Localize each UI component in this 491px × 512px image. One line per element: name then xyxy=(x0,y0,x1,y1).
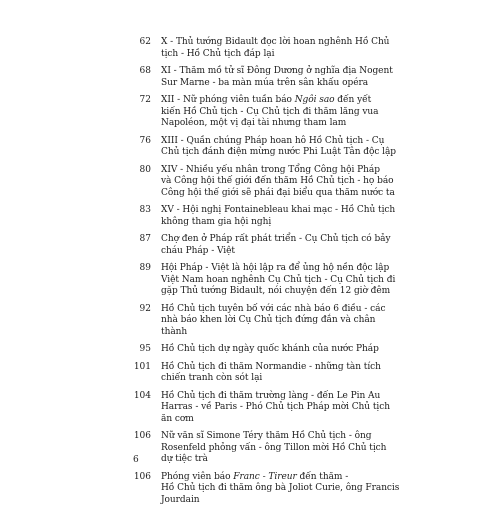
toc-entry-title xyxy=(161,362,395,385)
toc-entry-line xyxy=(161,304,395,316)
toc-entry-line xyxy=(161,217,395,229)
toc-entry-line xyxy=(161,66,395,78)
toc-entry-title xyxy=(161,95,395,130)
toc-entry xyxy=(127,234,395,257)
toc-entry xyxy=(127,344,395,356)
toc-entry-page: 68 xyxy=(139,66,151,76)
toc-text-segment: đến thăm - xyxy=(296,471,349,482)
toc-entry xyxy=(127,304,395,339)
toc-entry-line xyxy=(161,373,395,385)
toc-text-segment: X - Thủ tướng Bidault đọc lời hoan nghênh Hồ Chủ xyxy=(161,37,390,47)
toc-entry-title xyxy=(161,205,395,228)
toc-entry-page: 83 xyxy=(139,205,151,215)
toc-text-segment: Hồ Chủ tịch đi thăm trường làng - đến Le Pin Au xyxy=(161,390,381,401)
toc-entry-page: 80 xyxy=(139,164,151,175)
toc-entry-line xyxy=(161,107,395,119)
toc-entry-line xyxy=(161,136,396,148)
toc-text-segment: XI - Thăm mồ tử sĩ Đông Dương ở nghĩa địa Nogent xyxy=(161,66,393,76)
toc-entry xyxy=(127,205,395,228)
table-of-contents xyxy=(127,37,400,512)
toc-entry-line xyxy=(161,78,395,90)
toc-entry-title xyxy=(161,165,395,200)
toc-text-segment: Chủ tịch đánh điện mừng nước Phi Luật Tân độc lập xyxy=(161,147,397,157)
toc-entry-line xyxy=(161,205,395,217)
toc-entry-line xyxy=(161,147,396,159)
toc-text-segment: Hồ Chủ tịch đi thăm ông bà Joliot Curie, ông Francis xyxy=(161,483,400,493)
toc-text-segment: tịch - Hồ Chủ tịch đáp lại xyxy=(161,48,275,59)
toc-text-segment: Phóng viên báo xyxy=(161,471,234,482)
toc-text-segment: nhà báo khen lời Cụ Chủ tịch đứng đắn và chân xyxy=(161,315,376,325)
toc-entry-title xyxy=(161,304,395,339)
toc-entry-page: 104 xyxy=(133,390,151,401)
toc-entry-line xyxy=(161,483,399,495)
toc-entry-line xyxy=(161,165,395,177)
toc-text-segment: Hồ Chủ tịch đi thăm Normandie - những tàn tích xyxy=(161,361,381,372)
toc-entry xyxy=(127,66,395,89)
toc-text-segment: Ngôi sao xyxy=(294,95,335,105)
toc-entry-title xyxy=(161,472,399,507)
toc-text-segment: Chợ đen ở Pháp rất phát triển - Cụ Chủ tịch có bảy xyxy=(161,234,391,244)
toc-entry-page: 95 xyxy=(139,344,151,354)
toc-entry-line xyxy=(161,37,395,49)
toc-entry-line xyxy=(161,188,395,200)
toc-entry xyxy=(127,362,395,385)
toc-entry-title xyxy=(161,431,395,466)
toc-text-segment: Sur Marne - ba màn múa trên sân khấu opéra xyxy=(161,77,369,88)
toc-text-segment: XV - Hội nghị Fontainebleau khai mạc - Hồ Chủ tịch xyxy=(161,205,396,215)
toc-entry-line xyxy=(161,95,395,107)
page-number: 6 xyxy=(133,455,139,465)
toc-text-segment: chiến tranh còn sót lại xyxy=(161,373,263,383)
toc-text-segment: Rosenfeld phỏng vấn - ông Tillon mời Hồ Chủ tịch xyxy=(161,442,387,453)
toc-entry-title xyxy=(161,234,395,257)
toc-entry xyxy=(127,165,395,200)
toc-entry-line xyxy=(161,362,395,374)
toc-entry-line xyxy=(161,495,399,507)
toc-entry xyxy=(127,391,395,426)
toc-text-segment: ăn cơm xyxy=(161,413,194,424)
toc-text-segment: Công hội thế giới sẽ phái đại biểu qua thăm nước ta xyxy=(161,187,395,198)
toc-text-segment: dự tiệc trà xyxy=(161,454,208,464)
toc-entry-page: 89 xyxy=(139,263,151,273)
toc-entry-line xyxy=(161,49,395,61)
toc-text-segment: Napoléon, một vị đại tài nhưng tham lam xyxy=(161,118,347,128)
toc-entry-page: 101 xyxy=(133,361,151,372)
toc-entry xyxy=(127,95,395,130)
toc-text-segment: Việt Nam hoan nghênh Cụ Chủ tịch - Cụ Chủ tịch đi xyxy=(161,274,396,285)
toc-text-segment: XIII - Quần chúng Pháp hoan hô Hồ Chủ tịch - Cụ xyxy=(161,135,385,146)
toc-text-segment: cháu Pháp - Việt xyxy=(161,245,235,256)
toc-text-segment: Harras - về Paris - Phó Chủ tịch Pháp mời Chủ tịch xyxy=(161,402,390,412)
toc-entry-line xyxy=(161,315,395,327)
toc-entry-page: 76 xyxy=(139,135,151,146)
toc-entry-line xyxy=(161,414,395,426)
toc-text-segment: và Công hội thế giới đến thăm Hồ Chủ tịch - họ báo xyxy=(161,176,394,186)
toc-entry-page: 92 xyxy=(139,303,151,314)
toc-text-segment: kiến Hồ Chủ tịch - Cụ Chủ tịch đi thăm lăng vua xyxy=(161,106,379,117)
toc-entry-line xyxy=(161,472,399,484)
toc-text-segment: gặp Thủ tướng Bidault, nói chuyện đến 12 giờ đêm xyxy=(161,286,391,296)
toc-entry-line xyxy=(161,118,395,130)
toc-text-segment: không tham gia hội nghị xyxy=(161,216,272,227)
toc-entry-page: 72 xyxy=(139,95,151,105)
toc-entry-title xyxy=(161,263,395,298)
toc-entry-title xyxy=(161,37,395,60)
toc-entry-page: 62 xyxy=(139,37,151,47)
toc-entry-line xyxy=(161,234,395,246)
toc-text-segment: Hồ Chủ tịch dự ngày quốc khánh của nước Pháp xyxy=(161,344,379,354)
toc-entry-line xyxy=(161,344,395,356)
toc-entry-line xyxy=(161,327,395,339)
toc-entry-line xyxy=(161,454,395,466)
toc-entry-title xyxy=(161,136,396,159)
toc-text-segment: thành xyxy=(161,326,188,337)
toc-entry-line xyxy=(161,431,395,443)
toc-text-segment: Franc - Tireur xyxy=(233,471,297,482)
toc-entry xyxy=(127,431,395,466)
toc-entry-line xyxy=(161,402,395,414)
toc-entry-page: 106 xyxy=(133,471,151,482)
toc-entry-line xyxy=(161,246,395,258)
toc-entry-title xyxy=(161,344,395,356)
toc-text-segment: Nữ văn sĩ Simone Téry thăm Hồ Chủ tịch - ông xyxy=(161,431,372,441)
toc-entry-page: 87 xyxy=(139,234,151,244)
toc-text-segment: Jourdain xyxy=(161,494,200,505)
toc-entry-title xyxy=(161,391,395,426)
toc-entry xyxy=(127,263,395,298)
toc-text-segment: XII - Nữ phóng viên tuần báo xyxy=(161,95,295,105)
toc-entry-line xyxy=(161,176,395,188)
toc-entry xyxy=(127,471,400,507)
toc-text-segment: XIV - Nhiều yếu nhân trong Tổng Công hội Pháp xyxy=(161,164,380,175)
toc-entry-line xyxy=(161,443,395,455)
toc-text-segment: đến yết xyxy=(334,95,372,105)
toc-entry-page: 106 xyxy=(133,431,151,441)
toc-entry-line xyxy=(161,263,395,275)
toc-text-segment: Hội Pháp - Việt là hội lập ra để ủng hộ nền độc lập xyxy=(161,263,390,273)
toc-entry xyxy=(127,136,395,159)
toc-entry-line xyxy=(161,391,395,403)
toc-text-segment: Hồ Chủ tịch tuyên bố với các nhà báo 6 điều - các xyxy=(161,303,386,314)
toc-entry-line xyxy=(161,286,395,298)
toc-entry-title xyxy=(161,66,395,89)
toc-entry-line xyxy=(161,275,395,287)
toc-entry xyxy=(127,37,395,60)
